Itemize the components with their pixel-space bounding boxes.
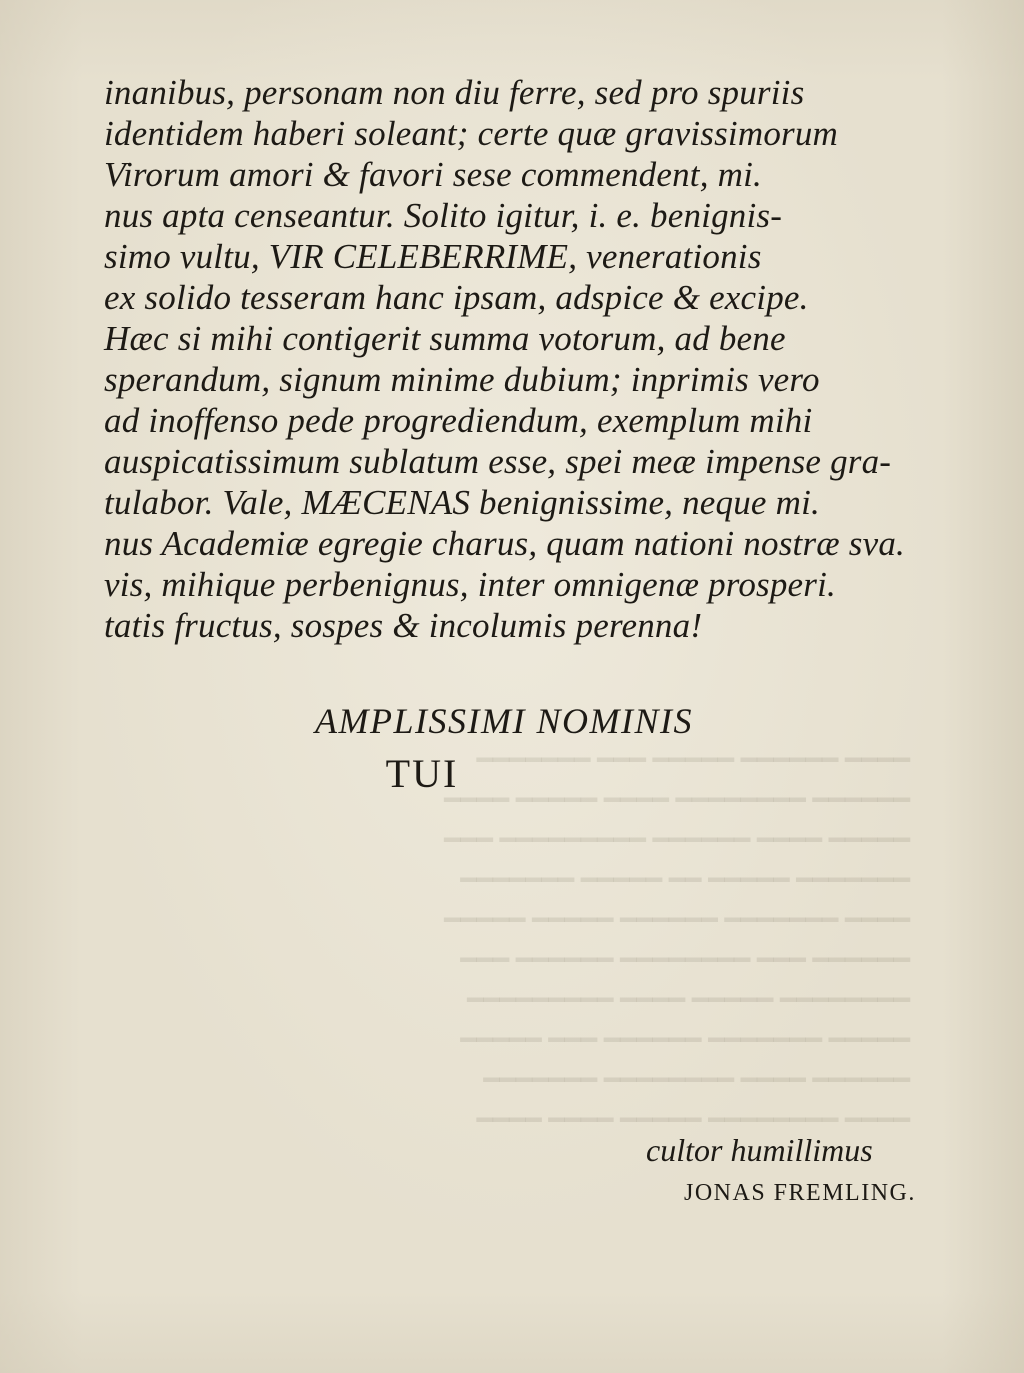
- body-line: auspicatissimum sublatum esse, spei meæ impense gra-: [104, 442, 892, 481]
- closing-subheading: TUI: [385, 751, 459, 796]
- closing-heading: AMPLISSIMI NOMINIS: [315, 701, 693, 741]
- signoff-text: cultor humillimus: [646, 1132, 873, 1168]
- body-line: ex solido tesseram hanc ipsam, adspice & excipe.: [104, 278, 809, 317]
- body-paragraph: [104, 72, 934, 646]
- body-line: nus apta censeantur. Solito igitur, i. e. benignis-: [104, 196, 783, 235]
- author-signature: JONAS FREMLING.: [684, 1180, 916, 1206]
- body-line: tulabor. Vale, MÆCENAS benignissime, neque mi.: [104, 483, 820, 522]
- body-line: tatis fructus, sospes & incolumis perenna!: [104, 606, 703, 645]
- body-line: ad inoffenso pede progrediendum, exemplum mihi: [104, 401, 813, 440]
- body-line: nus Academiæ egregie charus, quam nationi nostræ sva.: [104, 524, 905, 563]
- body-line: inanibus, personam non diu ferre, sed pro spuriis: [104, 73, 805, 112]
- body-line: Hæc si mihi contigerit summa votorum, ad bene: [104, 319, 786, 358]
- body-line: Virorum amori & favori sese commendent, mi.: [104, 155, 762, 194]
- body-line: simo vultu, VIR CELEBERRIME, venerationis: [104, 237, 762, 276]
- body-line: identidem haberi soleant; certe quæ gravissimorum: [104, 114, 839, 153]
- bleed-through-texture: ━━━━ ━━━━━━ ━━━━━ ━━━ ━━━━━━━ ━━━━━━ ━━━━━━━━ ━━━━ ━━━━━ ━━━━ ━━━━━ ━━━━ ━━━━━━ ━━━━━━━━━ ━━━ ━━━━━━━ ━━━━━ ━━ ━━━━━ ━━━━━━━ ━━━━ ━━━━━━━ ━━━━━━ ━━━━━ ━━━━━ ━━━━━━ ━━━ ━━━━━━━━ ━━━━━━ ━━━ ━━━━━━━━ ━━━━━ ━━━━ ━━━━━━━━━ ━━━━━ ━━━━━━━ ━━━━━━ ━━━ ━━━━━ ━━━━━━ ━━━━ ━━━━━━━━ ━━━━━━━ ━━━━ ━━━━━━━━ ━━━━━ ━━━━ ━━━━: [444, 745, 910, 1135]
- body-line: vis, mihique perbenignus, inter omnigenæ prosperi.: [104, 565, 836, 604]
- body-line: sperandum, signum minime dubium; inprimis vero: [104, 360, 820, 399]
